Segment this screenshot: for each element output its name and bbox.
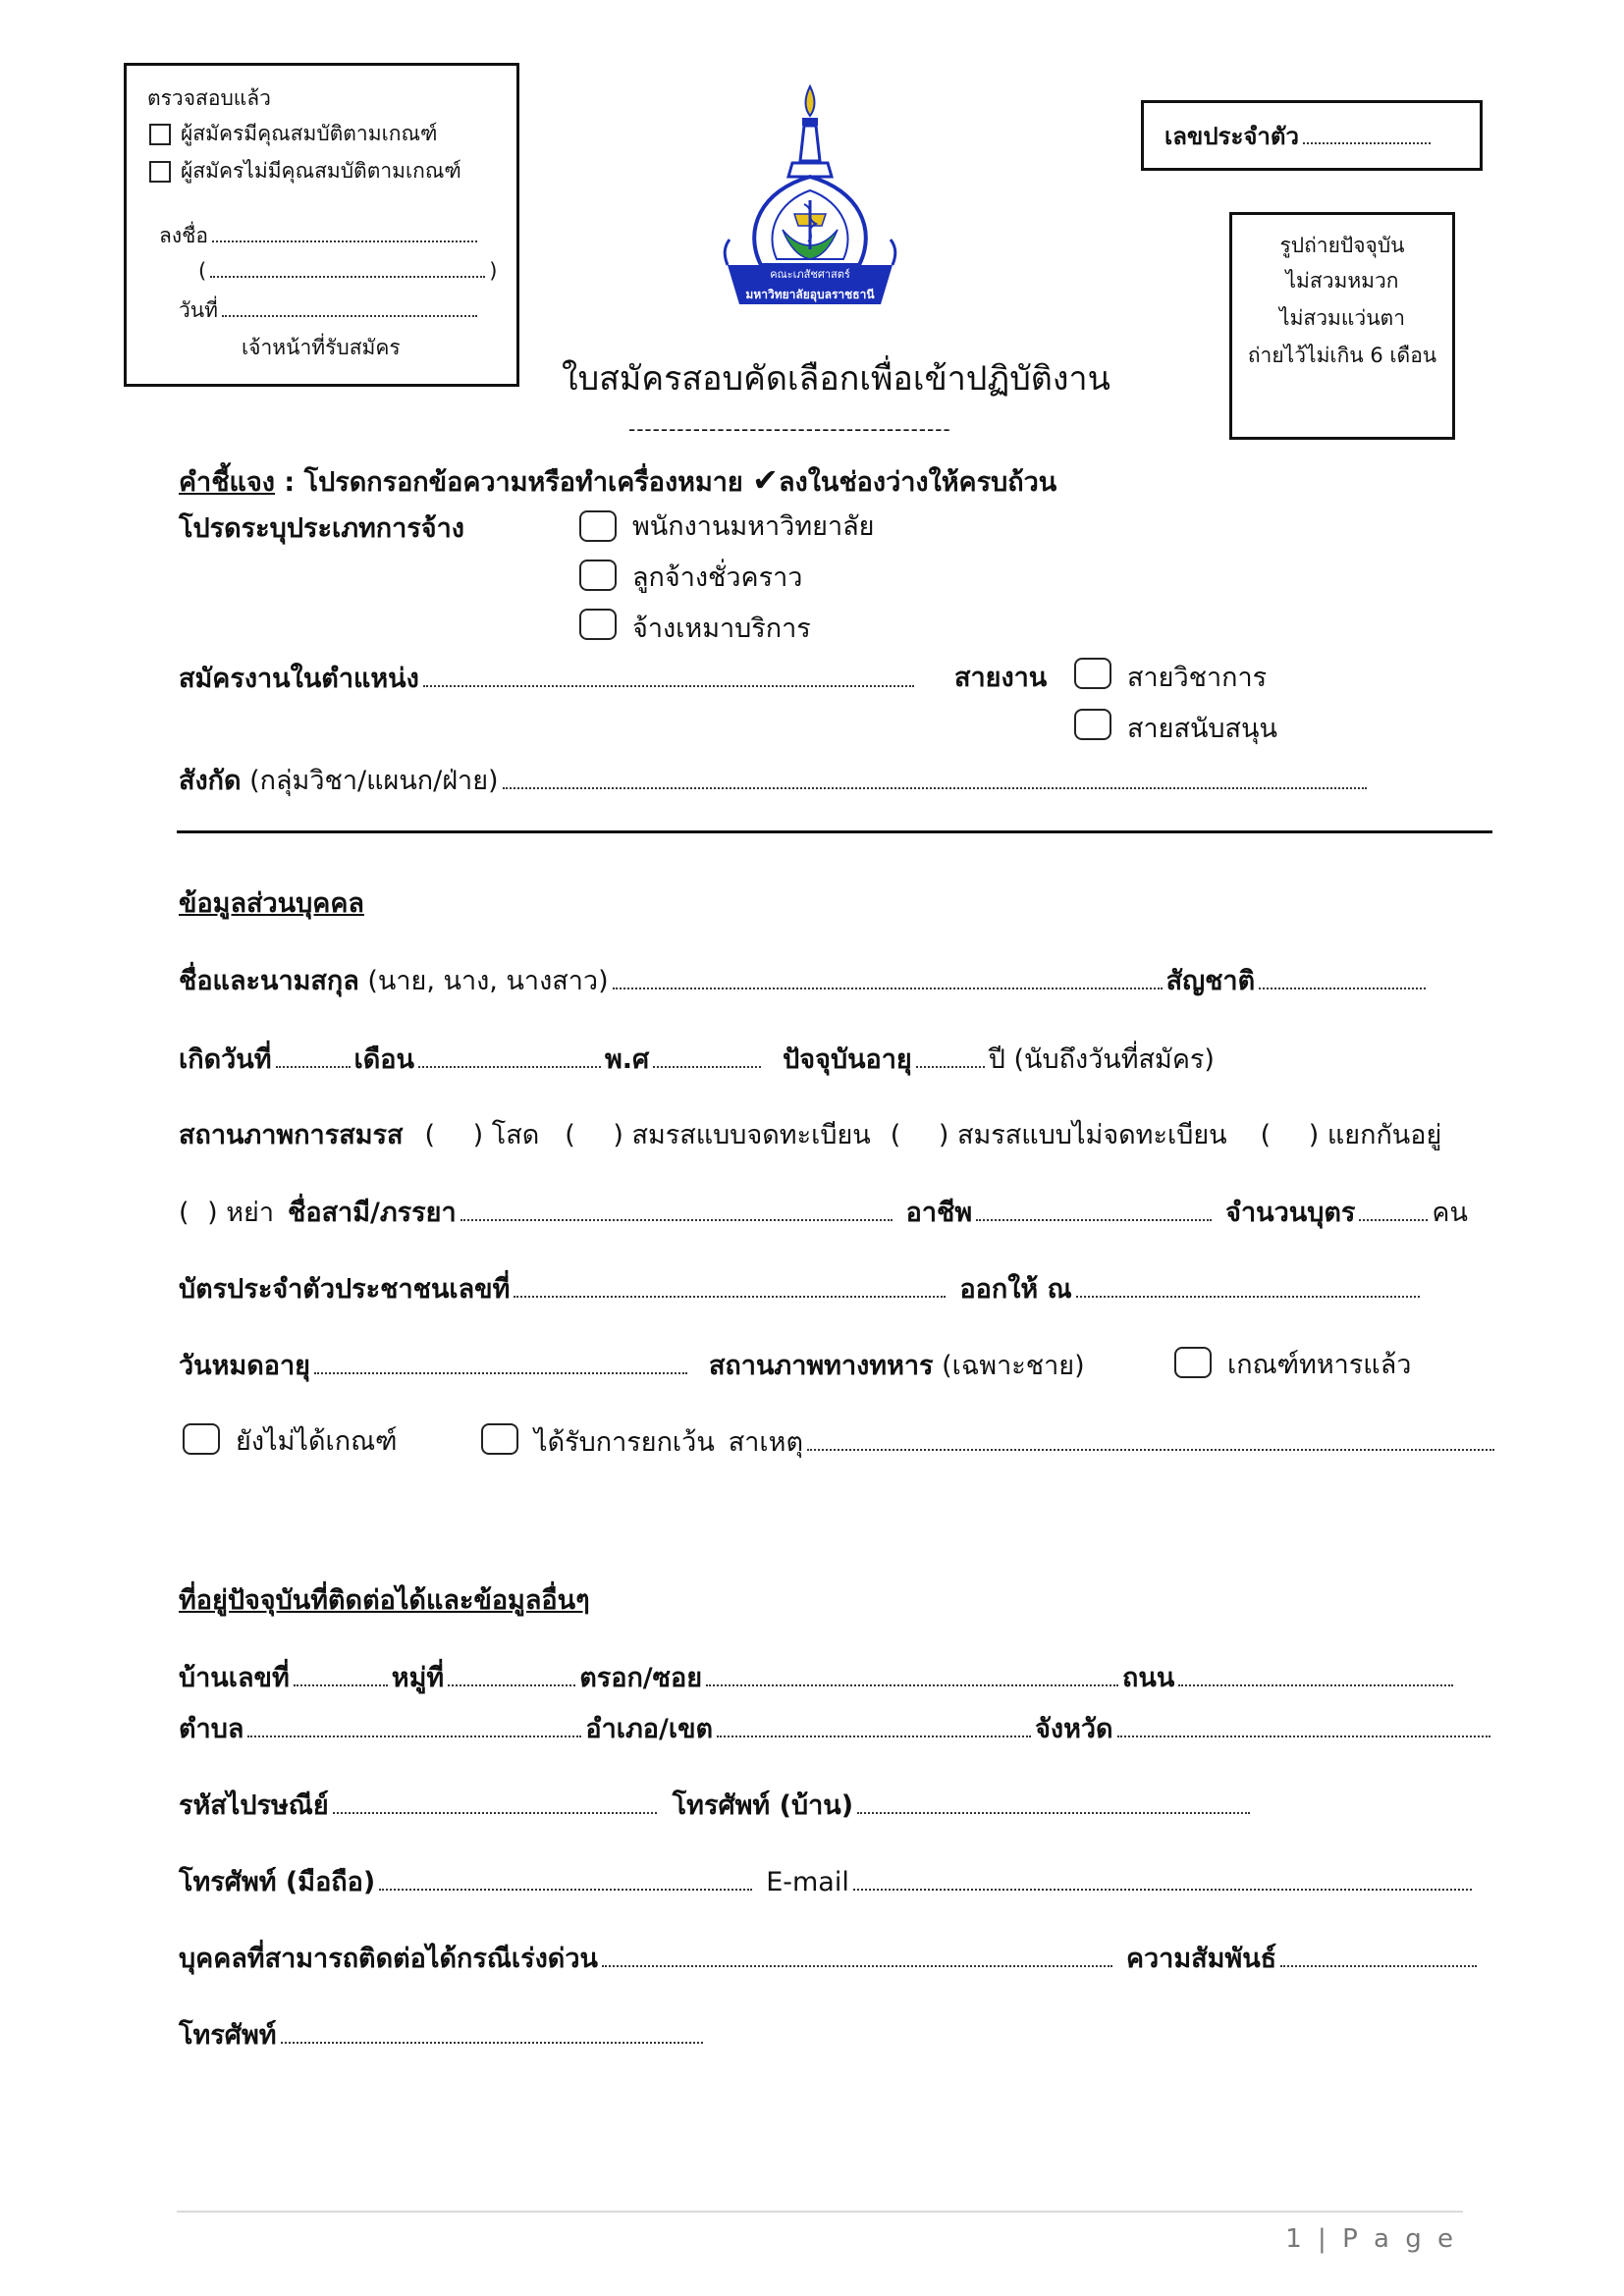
title-rule: ---------------------------------------- [628, 417, 951, 441]
faculty-logo [722, 82, 898, 310]
photo-line2: ไม่สวมหมวก [1285, 269, 1399, 293]
id-card-row[interactable]: บัตรประจำตัวประชาชนเลขที่ ออกให้ ณ [179, 1272, 1424, 1307]
employment-type-1: พนักงานมหาวิทยาลัย [632, 511, 875, 542]
logo-text-line1: คณะเภสัชศาสตร์ [770, 268, 850, 281]
military-not-yet: ยังไม่ได้เกณฑ์ [236, 1426, 398, 1457]
employment-type-checkbox-3[interactable] [579, 609, 617, 640]
employment-type-3: จ้างเหมาบริการ [632, 614, 811, 644]
military-checkbox-done[interactable] [1174, 1347, 1212, 1378]
emergency-row[interactable]: บุคคลที่สามารถติดต่อได้กรณีเร่งด่วน ความสัมพันธ์ [179, 1942, 1481, 1976]
spouse-row[interactable]: ( ) หย่า ชื่อสามี/ภรรยา อาชีพ จำนวนบุตร คน [179, 1198, 1468, 1228]
postcode-row[interactable]: รหัสไปรษณีย์ โทรศัพท์ (บ้าน) [179, 1789, 1254, 1823]
logo-text-line2: มหาวิทยาลัยอุบลราชธานี [745, 288, 875, 301]
not-qualified-checkbox[interactable] [149, 161, 171, 183]
address-row-2[interactable]: ตำบล อำเภอ/เขต จังหวัด [179, 1712, 1494, 1746]
expiry-row[interactable]: วันหมดอายุ สถานภาพทางทหาร (เฉพาะชาย) [179, 1351, 1085, 1381]
track-label: สายงาน [954, 663, 1048, 693]
mobile-row[interactable]: โทรศัพท์ (มือถือ) E-mail [179, 1865, 1476, 1899]
affiliation-field[interactable]: สังกัด (กลุ่มวิชา/แผนก/ฝ่าย) [179, 764, 1371, 798]
qualified-label: ผู้สมัครมีคุณสมบัติตามเกณฑ์ [181, 122, 438, 145]
not-qualified-label: ผู้สมัครไม่มีคุณสมบัติตามเกณฑ์ [181, 159, 461, 183]
military-checkbox-exempt[interactable] [481, 1423, 518, 1455]
sign-label: ลงชื่อ [159, 222, 481, 249]
photo-line1: รูปถ่ายปัจจุบัน [1279, 234, 1405, 257]
marital-row[interactable]: สถานภาพการสมรส ( ) โสด ( ) สมรสแบบจดทะเบียน ( ) สมรสแบบไม่จดทะเบียน ( ) แยกกันอยู่ [179, 1120, 1442, 1150]
photo-line3: ไม่สวมแว่นตา [1279, 306, 1405, 330]
page-number: 1 | P a g e [1285, 2224, 1457, 2254]
footer-divider [177, 2211, 1463, 2213]
military-exempt-row[interactable]: ได้รับการยกเว้น สาเหตุ [534, 1425, 1498, 1460]
section-divider [177, 830, 1492, 833]
address-heading: ที่อยู่ปัจจุบันที่ติดต่อได้และข้อมูลอื่นๆ [179, 1585, 590, 1616]
date-label: วันที่ [179, 296, 481, 324]
phone-row[interactable]: โทรศัพท์ [179, 2018, 707, 2053]
photo-line4: ถ่ายไว้ไม่เกิน 6 เดือน [1247, 344, 1437, 367]
officer-label: เจ้าหน้าที่รับสมัคร [242, 336, 401, 359]
employment-type-2: ลูกจ้างชั่วคราว [632, 562, 803, 593]
instructions-line: คำชี้แจง : โปรดกรอกข้อความหรือทำเครื่องหมาย ✔ลงในช่องว่างให้ครบถ้วน [179, 461, 1057, 499]
employment-type-checkbox-2[interactable] [579, 560, 617, 591]
birth-row[interactable]: เกิดวันที่ เดือน พ.ศ ปัจจุบันอายุ ปี (นับถึงวันที่สมัคร) [179, 1044, 1215, 1075]
personal-heading: ข้อมูลส่วนบุคคล [179, 888, 364, 919]
track-support: สายสนับสนุน [1127, 714, 1277, 744]
verification-title: ตรวจสอบแล้ว [147, 86, 271, 110]
check-mark-icon: ✔ [752, 461, 779, 499]
id-number-field[interactable]: เลขประจำตัว [1164, 120, 1435, 153]
employment-type-label: โปรดระบุประเภทการจ้าง [179, 513, 464, 544]
sign-name-paren: ( ) [198, 259, 498, 283]
track-checkbox-support[interactable] [1074, 709, 1111, 740]
form-title: ใบสมัครสอบคัดเลือกเพื่อเข้าปฏิบัติงาน [562, 359, 1110, 399]
military-done: เกณฑ์ทหารแล้ว [1227, 1350, 1412, 1380]
military-checkbox-not-yet[interactable] [183, 1423, 220, 1455]
name-row[interactable]: ชื่อและนามสกุล (นาย, นาง, นางสาว) สัญชาติ [179, 964, 1430, 998]
qualified-checkbox[interactable] [149, 124, 171, 145]
track-checkbox-academic[interactable] [1074, 658, 1111, 689]
position-field[interactable]: สมัครงานในตำแหน่ง [179, 662, 918, 696]
track-academic: สายวิชาการ [1127, 663, 1268, 693]
address-row-1[interactable]: บ้านเลขที่ หมู่ที่ ตรอก/ซอย ถนน [179, 1661, 1457, 1695]
employment-type-checkbox-1[interactable] [579, 510, 617, 542]
